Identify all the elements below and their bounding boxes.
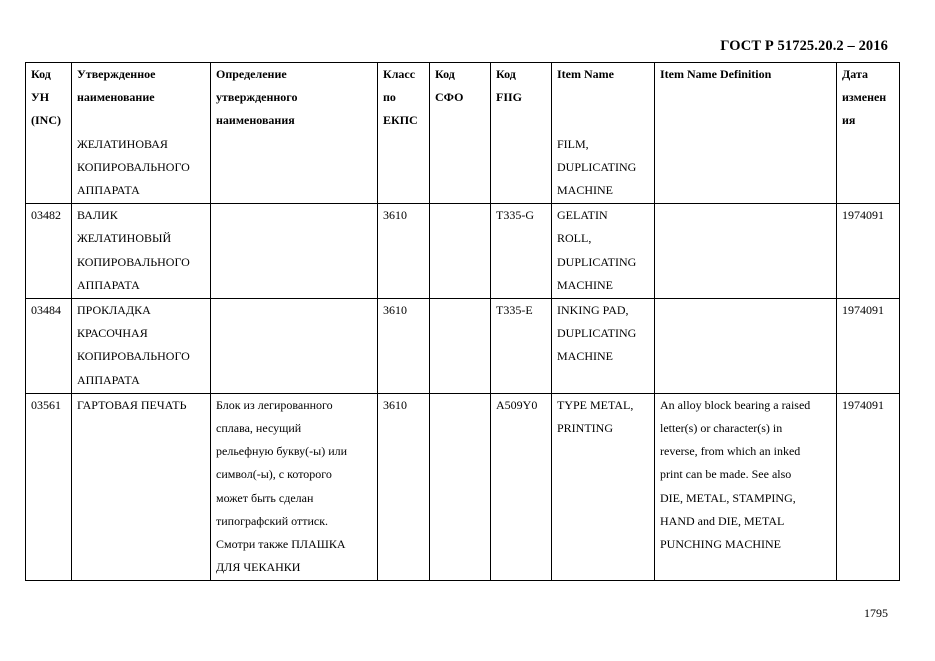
cell-line: Блок из легированного (216, 397, 333, 412)
cell-line: рельефную букву(-ы) или (216, 444, 348, 459)
cell-date (837, 299, 900, 394)
cell-sfo (430, 204, 491, 299)
column-header-line: Код (496, 67, 516, 81)
column-header-ekps (378, 63, 430, 133)
cell-item-def (655, 204, 837, 299)
cell-line: ГАРТОВАЯ ПЕЧАТЬ (77, 397, 187, 412)
page-number: 1795 (864, 606, 888, 620)
cell-line: АППАРАТА (77, 372, 140, 387)
cell-fiig (491, 393, 552, 581)
column-header-line: Item Name Definition (660, 67, 772, 81)
cell-value: 03482 (31, 208, 61, 223)
cell-line: ROLL, (557, 231, 592, 246)
cell-line: DUPLICATING (557, 254, 637, 269)
cell-line: Смотри также ПЛАШКА (216, 537, 346, 552)
table-header-row (26, 63, 900, 133)
table-row (26, 299, 900, 394)
cell-fiig (491, 133, 552, 204)
column-header-name-ru (72, 63, 211, 133)
column-header-line: Класс (383, 67, 416, 81)
cell-item-def (655, 299, 837, 394)
cell-line: TYPE METAL, (557, 397, 634, 412)
cell-line: HAND and DIE, METAL (660, 513, 785, 528)
cell-sfo (430, 133, 491, 204)
cell-value: 3610 (383, 303, 407, 318)
column-header-line: Определение (216, 67, 287, 81)
cell-line: MACHINE (557, 349, 613, 364)
table-row (26, 393, 900, 581)
cell-line: КРАСОЧНАЯ (77, 326, 148, 341)
cell-line: типографский оттиск. (216, 513, 329, 528)
cell-value: 1974091 (842, 208, 884, 223)
column-header-line: ЕКПС (383, 113, 418, 128)
cell-sfo (430, 393, 491, 581)
cell-value: 1974091 (842, 397, 884, 412)
cell-def-ru (211, 299, 378, 394)
cell-inc (26, 133, 72, 204)
cell-def-ru (211, 393, 378, 581)
cell-ekps (378, 299, 430, 394)
cell-value: 03484 (31, 303, 61, 318)
cell-item-name (552, 133, 655, 204)
cell-line: может быть сделан (216, 490, 314, 505)
cell-item-name (552, 204, 655, 299)
cell-inc (26, 393, 72, 581)
cell-value: A509Y0 (496, 397, 538, 412)
cell-inc (26, 299, 72, 394)
column-header-line: (INC) (31, 113, 61, 128)
cell-line: символ(-ы), с которого (216, 467, 332, 482)
column-header-line: Item Name (557, 67, 614, 81)
cell-def-ru (211, 204, 378, 299)
cell-line: letter(s) or character(s) in (660, 421, 783, 436)
cell-line: DIE, METAL, STAMPING, (660, 490, 796, 505)
cell-value: 3610 (383, 397, 407, 412)
cell-value: 3610 (383, 208, 407, 223)
cell-line: INKING PAD, (557, 303, 629, 318)
column-header-line: Дата (842, 67, 868, 81)
cell-line: КОПИРОВАЛЬНОГО (77, 159, 190, 174)
cell-date (837, 393, 900, 581)
column-header-def-ru (211, 63, 378, 133)
cell-line: DUPLICATING (557, 159, 637, 174)
document-standard-header: ГОСТ Р 51725.20.2 – 2016 (720, 38, 888, 54)
cell-fiig (491, 204, 552, 299)
cell-line: ПРОКЛАДКА (77, 303, 151, 318)
column-header-line: СФО (435, 90, 464, 105)
cell-line: MACHINE (557, 277, 613, 292)
column-header-line: FIIG (496, 90, 523, 105)
cell-value: 03561 (31, 397, 61, 412)
column-header-date (837, 63, 900, 133)
cell-value: T335-E (496, 303, 533, 318)
table-row (26, 133, 900, 204)
cell-line: АППАРАТА (77, 183, 140, 198)
cell-line: An alloy block bearing a raised (660, 397, 811, 412)
cell-line: ВАЛИК (77, 208, 118, 223)
cell-ekps (378, 204, 430, 299)
column-header-line: наименования (216, 113, 295, 128)
cell-line: ЖЕЛАТИНОВЫЙ (77, 231, 172, 246)
cell-sfo (430, 299, 491, 394)
column-header-line: утвержденного (216, 90, 298, 105)
cell-name-ru (72, 299, 211, 394)
table-row (26, 204, 900, 299)
cell-line: АППАРАТА (77, 277, 140, 292)
cell-line: print can be made. See also (660, 467, 792, 482)
nomenclature-table (25, 62, 900, 581)
table-body (26, 133, 900, 581)
cell-fiig (491, 299, 552, 394)
column-header-line: по (383, 90, 396, 105)
cell-line: PUNCHING MACHINE (660, 537, 782, 552)
column-header-inc (26, 63, 72, 133)
column-header-line: ия (842, 113, 856, 128)
cell-date (837, 133, 900, 204)
cell-item-def (655, 393, 837, 581)
cell-line: GELATIN (557, 208, 608, 223)
column-header-sfo (430, 63, 491, 133)
column-header-item-def (655, 63, 837, 133)
column-header-line: Код (31, 67, 51, 81)
cell-item-name (552, 393, 655, 581)
cell-item-name (552, 299, 655, 394)
cell-value: 1974091 (842, 303, 884, 318)
cell-line: DUPLICATING (557, 326, 637, 341)
cell-name-ru (72, 133, 211, 204)
column-header-line: Утвержденное (77, 67, 156, 81)
cell-name-ru (72, 393, 211, 581)
cell-line: PRINTING (557, 421, 613, 436)
cell-line: reverse, from which an inked (660, 444, 801, 459)
cell-def-ru (211, 133, 378, 204)
cell-line: MACHINE (557, 183, 613, 198)
cell-line: ДЛЯ ЧЕКАНКИ (216, 560, 301, 575)
cell-ekps (378, 133, 430, 204)
column-header-line: наименование (77, 90, 155, 105)
column-header-fiig (491, 63, 552, 133)
cell-ekps (378, 393, 430, 581)
cell-line: сплава, несущий (216, 421, 302, 436)
column-header-item-name (552, 63, 655, 133)
column-header-line: изменен (842, 90, 887, 105)
cell-line: КОПИРОВАЛЬНОГО (77, 254, 190, 269)
cell-item-def (655, 133, 837, 204)
cell-inc (26, 204, 72, 299)
cell-line: ЖЕЛАТИНОВАЯ (77, 136, 168, 151)
column-header-line: Код (435, 67, 455, 81)
cell-name-ru (72, 204, 211, 299)
cell-line: КОПИРОВАЛЬНОГО (77, 349, 190, 364)
cell-line: FILM, (557, 136, 589, 151)
column-header-line: УН (31, 90, 50, 105)
cell-value: T335-G (496, 208, 534, 223)
cell-date (837, 204, 900, 299)
